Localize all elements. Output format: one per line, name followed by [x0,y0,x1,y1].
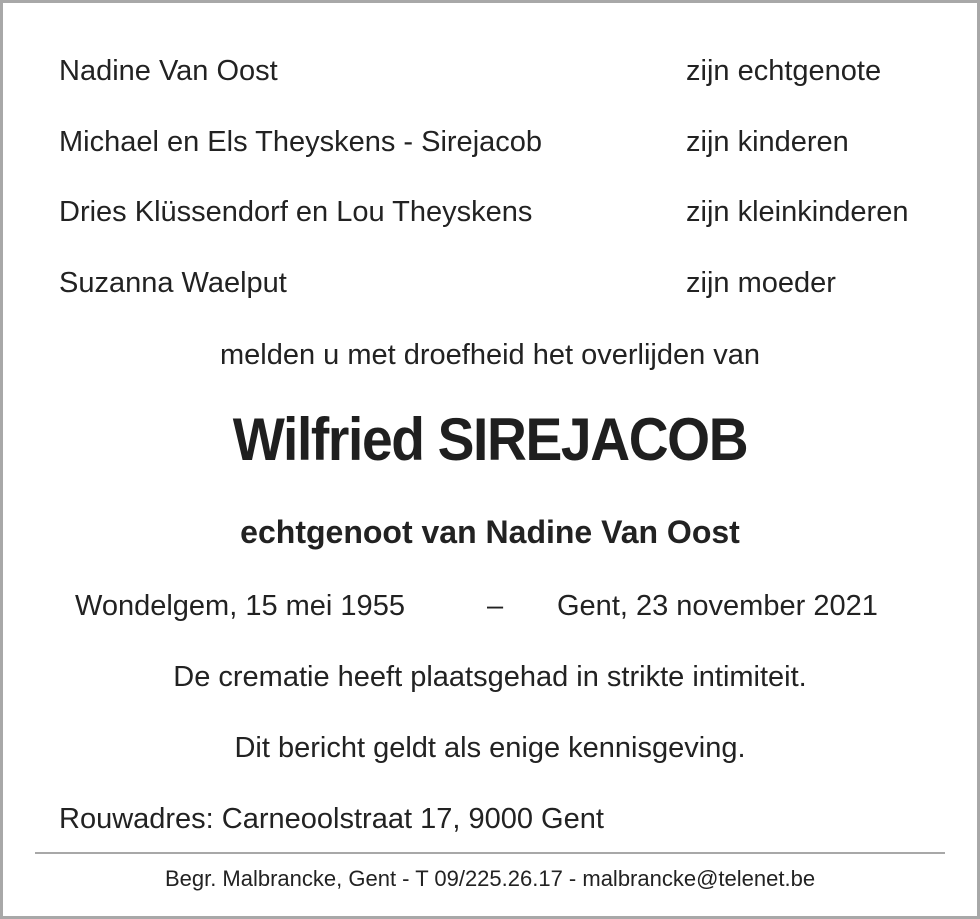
spouse-line: echtgenoot van Nadine Van Oost [240,514,740,550]
relative-role: zijn kleinkinderen [686,196,909,228]
notice-statement: Dit bericht geldt als enige kennisgeving. [234,732,746,764]
relative-name: Nadine Van Oost [59,55,278,87]
deceased-name: Wilfried SIREJACOB [232,406,748,473]
relative-row [0,194,980,230]
life-dates [0,588,980,624]
relative-row [0,265,980,301]
relative-row [0,53,980,89]
relative-role: zijn echtgenote [686,55,882,87]
birth-date: Wondelgem, 15 mei 1955 [75,590,405,622]
relative-row [0,124,980,160]
relative-name: Suzanna Waelput [59,267,287,299]
death-date: Gent, 23 november 2021 [557,590,878,622]
mourning-address: Rouwadres: Carneoolstraat 17, 9000 Gent [59,803,604,835]
relative-role: zijn moeder [686,267,836,299]
relative-role: zijn kinderen [686,126,849,158]
cremation-notice: De crematie heeft plaatsgehad in strikte intimiteit. [173,661,807,693]
relative-name: Michael en Els Theyskens - Sirejacob [59,126,543,158]
footer-divider [35,852,945,854]
funeral-home-footer: Begr. Malbrancke, Gent - T 09/225.26.17 - malbrancke@telenet.be [164,866,816,891]
relative-name: Dries Klüssendorf en Lou Theyskens [59,196,533,228]
announcement-intro: melden u met droefheid het overlijden van [219,339,761,371]
date-separator: – [487,590,504,622]
